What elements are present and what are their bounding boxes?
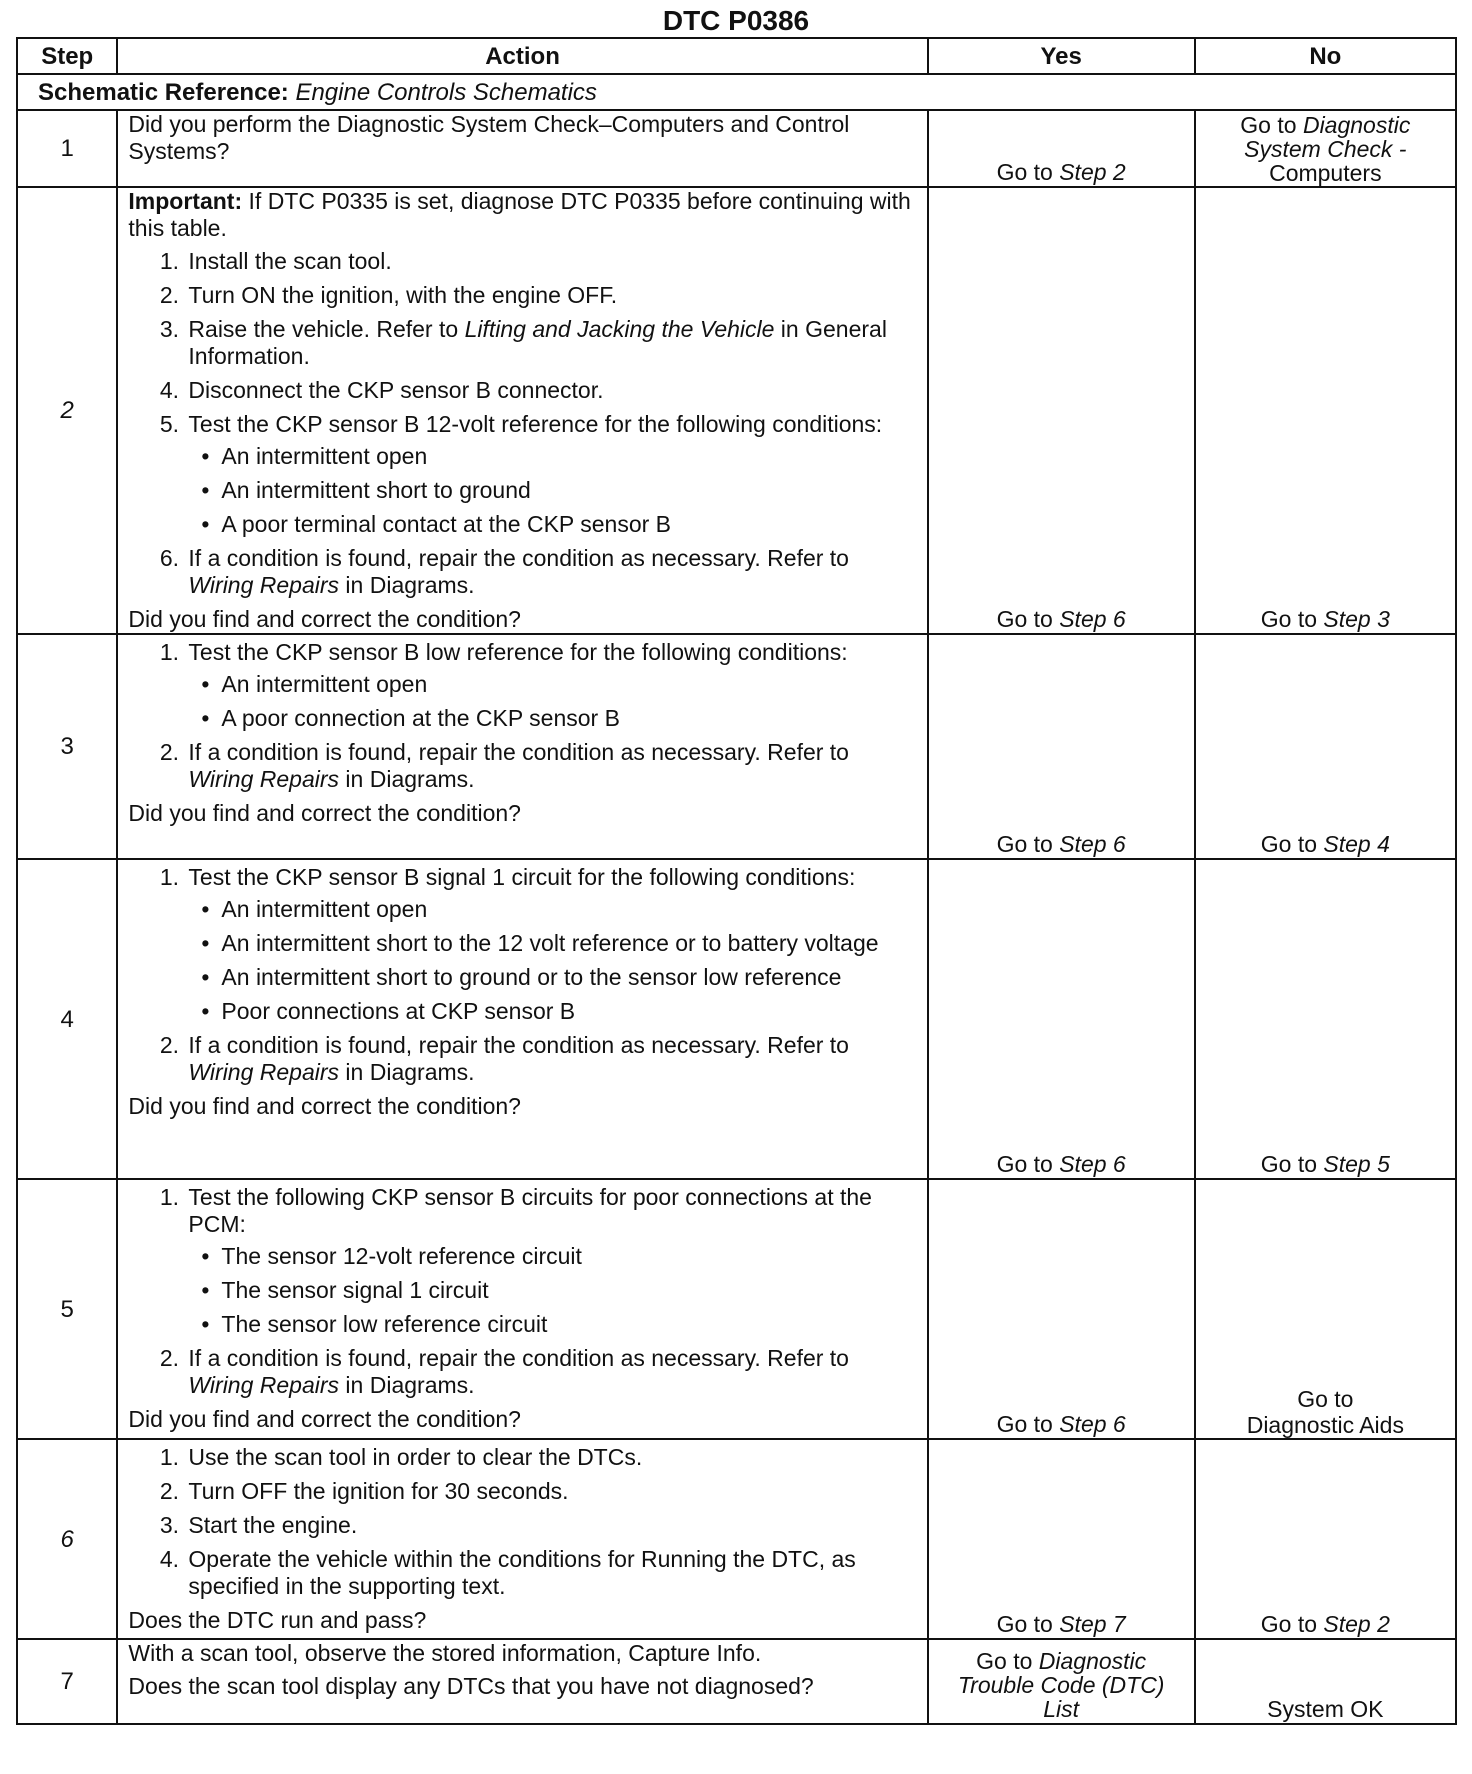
no-cell[interactable] <box>1195 187 1456 634</box>
no-cell[interactable] <box>1195 1179 1456 1439</box>
action-cell <box>117 110 927 187</box>
reference-link[interactable]: Lifting and Jacking the Vehicle <box>464 316 775 342</box>
step-number: 6 <box>17 1439 117 1639</box>
no-target[interactable]: Step 5 <box>1323 1151 1390 1177</box>
condition-item: • A poor terminal contact at the CKP sensor B <box>215 511 916 538</box>
important-note <box>128 188 916 242</box>
yes-prefix: Go to <box>996 831 1060 857</box>
no-target[interactable]: Step 3 <box>1323 606 1390 632</box>
procedure-step: 2. Turn OFF the ignition for 30 seconds. <box>185 1478 916 1505</box>
header-no: No <box>1195 38 1456 74</box>
condition-item: • An intermittent open <box>215 443 916 470</box>
procedure-text: in Diagrams. <box>339 572 475 598</box>
header-row <box>17 38 1456 74</box>
condition-item: • The sensor signal 1 circuit <box>215 1277 916 1304</box>
yes-target[interactable]: Step 7 <box>1059 1611 1126 1637</box>
condition-item: • Poor connections at CKP sensor B <box>215 998 916 1025</box>
no-target-continued[interactable]: Computers <box>1269 160 1382 186</box>
condition-list <box>188 896 916 1025</box>
condition-item: • An intermittent open <box>215 896 916 923</box>
procedure-text: Test the following CKP sensor B circuits for poor connections at the PCM: <box>188 1184 872 1237</box>
no-prefix: Go to <box>1260 606 1324 632</box>
no-cell[interactable] <box>1195 1439 1456 1639</box>
no-result: System OK <box>1267 1696 1384 1722</box>
yes-cell[interactable] <box>928 187 1195 634</box>
schematic-reference-row <box>17 74 1456 110</box>
yes-cell[interactable] <box>928 859 1195 1179</box>
condition-item: • The sensor 12-volt reference circuit <box>215 1243 916 1270</box>
table-row <box>17 110 1456 187</box>
yes-target[interactable]: Diagnostic Trouble Code (DTC) List <box>957 1648 1165 1722</box>
action-cell <box>117 1639 927 1724</box>
procedure-text: If a condition is found, repair the condition as necessary. Refer to <box>188 1032 849 1058</box>
yes-target[interactable]: Step 6 <box>1059 606 1126 632</box>
condition-item: • An intermittent short to the 12 volt reference or to battery voltage <box>215 930 916 957</box>
procedure-step <box>185 639 916 732</box>
question-text: Does the scan tool display any DTCs that you have not diagnosed? <box>128 1673 814 1699</box>
action-cell <box>117 634 927 859</box>
step-number: 3 <box>17 634 117 859</box>
yes-target[interactable]: Step 2 <box>1059 159 1126 185</box>
condition-item: • An intermittent open <box>215 671 916 698</box>
procedure-list <box>128 1444 916 1600</box>
procedure-list <box>128 639 916 793</box>
procedure-step <box>185 545 916 599</box>
action-cell <box>117 187 927 634</box>
procedure-list <box>128 248 916 599</box>
dtc-table <box>16 37 1457 1725</box>
procedure-step <box>185 739 916 793</box>
no-cell[interactable] <box>1195 634 1456 859</box>
procedure-list <box>128 864 916 1086</box>
no-target[interactable]: Diagnostic Aids <box>1246 1412 1404 1438</box>
yes-cell[interactable] <box>928 1639 1195 1724</box>
table-row <box>17 1439 1456 1639</box>
no-prefix: Go to <box>1260 1151 1324 1177</box>
important-label: Important: <box>128 188 243 214</box>
procedure-step <box>185 411 916 538</box>
condition-item: • A poor connection at the CKP sensor B <box>215 705 916 732</box>
procedure-step <box>185 1184 916 1338</box>
no-prefix: Go to <box>1260 1611 1324 1637</box>
no-cell[interactable] <box>1195 110 1456 187</box>
step-number: 7 <box>17 1639 117 1724</box>
yes-cell[interactable] <box>928 1439 1195 1639</box>
header-step: Step <box>17 38 117 74</box>
procedure-step: 1. Install the scan tool. <box>185 248 916 275</box>
header-yes: Yes <box>928 38 1195 74</box>
procedure-text: in Diagrams. <box>339 1372 475 1398</box>
action-text: With a scan tool, observe the stored information, Capture Info. <box>128 1640 762 1666</box>
reference-link[interactable]: Wiring Repairs <box>188 1059 340 1085</box>
reference-link[interactable]: Wiring Repairs <box>188 1372 340 1398</box>
step-number: 2 <box>17 187 117 634</box>
question-text: Did you find and correct the condition? <box>128 1406 521 1432</box>
yes-cell[interactable] <box>928 634 1195 859</box>
question-text: Does the DTC run and pass? <box>128 1607 427 1633</box>
yes-prefix: Go to <box>996 159 1060 185</box>
step-number: 1 <box>17 110 117 187</box>
no-target[interactable]: Step 4 <box>1323 831 1390 857</box>
yes-prefix: Go to <box>996 1611 1060 1637</box>
procedure-step: 1. Use the scan tool in order to clear the DTCs. <box>185 1444 916 1471</box>
no-cell[interactable] <box>1195 859 1456 1179</box>
yes-cell[interactable] <box>928 110 1195 187</box>
condition-list <box>188 443 916 538</box>
no-prefix: Go to <box>1297 1386 1354 1412</box>
procedure-step: 4. Operate the vehicle within the conditions for Running the DTC, as specified in the supporting text. <box>185 1546 916 1600</box>
yes-prefix: Go to <box>996 1151 1060 1177</box>
procedure-step: 3. Start the engine. <box>185 1512 916 1539</box>
condition-item: • An intermittent short to ground <box>215 477 916 504</box>
table-row <box>17 634 1456 859</box>
table-row <box>17 1179 1456 1439</box>
no-cell[interactable] <box>1195 1639 1456 1724</box>
step-number: 4 <box>17 859 117 1179</box>
no-target[interactable]: Diagnostic System Check - <box>1244 112 1411 162</box>
no-prefix: Go to <box>1260 831 1324 857</box>
procedure-text: If a condition is found, repair the condition as necessary. Refer to <box>188 545 849 571</box>
page-title: DTC P0386 <box>662 5 810 36</box>
yes-prefix: Go to <box>996 606 1060 632</box>
procedure-step: 4. Disconnect the CKP sensor B connector. <box>185 377 916 404</box>
yes-prefix: Go to <box>976 1648 1039 1674</box>
question-text: Did you find and correct the condition? <box>128 606 521 632</box>
procedure-text: Test the CKP sensor B 12-volt reference for the following conditions: <box>188 411 883 437</box>
procedure-text: in General Information. <box>188 316 887 369</box>
no-prefix: Go to <box>1240 112 1303 138</box>
schematic-reference <box>17 74 1456 110</box>
procedure-step <box>185 864 916 1025</box>
no-target[interactable]: Step 2 <box>1323 1611 1390 1637</box>
action-cell <box>117 859 927 1179</box>
action-text: Did you perform the Diagnostic System Check–Computers and Control Systems? <box>128 111 850 164</box>
procedure-text: Raise the vehicle. Refer to <box>188 316 465 342</box>
procedure-text: in Diagrams. <box>339 766 475 792</box>
step-number: 5 <box>17 1179 117 1439</box>
yes-prefix: Go to <box>996 1411 1060 1437</box>
yes-target[interactable]: Step 6 <box>1059 1151 1126 1177</box>
table-row <box>17 859 1456 1179</box>
procedure-step <box>185 316 916 370</box>
table-row <box>17 1639 1456 1724</box>
schematic-reference-label: Schematic Reference: <box>38 78 289 106</box>
procedure-step <box>185 1345 916 1399</box>
schematic-reference-link[interactable]: Engine Controls Schematics <box>295 78 597 106</box>
procedure-step: 2. Turn ON the ignition, with the engine OFF. <box>185 282 916 309</box>
yes-target[interactable]: Step 6 <box>1059 831 1126 857</box>
reference-link[interactable]: Wiring Repairs <box>188 766 340 792</box>
action-cell <box>117 1439 927 1639</box>
condition-item: • An intermittent short to ground or to the sensor low reference <box>215 964 916 991</box>
header-action: Action <box>117 38 927 74</box>
action-cell <box>117 1179 927 1439</box>
condition-item: • The sensor low reference circuit <box>215 1311 916 1338</box>
yes-cell[interactable] <box>928 1179 1195 1439</box>
question-text: Did you find and correct the condition? <box>128 1093 521 1119</box>
procedure-text: If a condition is found, repair the condition as necessary. Refer to <box>188 739 849 765</box>
question-text: Did you find and correct the condition? <box>128 800 521 826</box>
procedure-text: If a condition is found, repair the condition as necessary. Refer to <box>188 1345 849 1371</box>
condition-list <box>188 671 916 732</box>
procedure-text: Test the CKP sensor B signal 1 circuit for the following conditions: <box>188 864 856 890</box>
procedure-text: Test the CKP sensor B low reference for the following conditions: <box>188 639 848 665</box>
procedure-text: in Diagrams. <box>339 1059 475 1085</box>
condition-list <box>188 1243 916 1338</box>
reference-link[interactable]: Wiring Repairs <box>188 572 340 598</box>
procedure-step <box>185 1032 916 1086</box>
procedure-list <box>128 1184 916 1399</box>
important-text: If DTC P0335 is set, diagnose DTC P0335 before continuing with this table. <box>128 188 911 241</box>
table-row <box>17 187 1456 634</box>
yes-target[interactable]: Step 6 <box>1059 1411 1126 1437</box>
